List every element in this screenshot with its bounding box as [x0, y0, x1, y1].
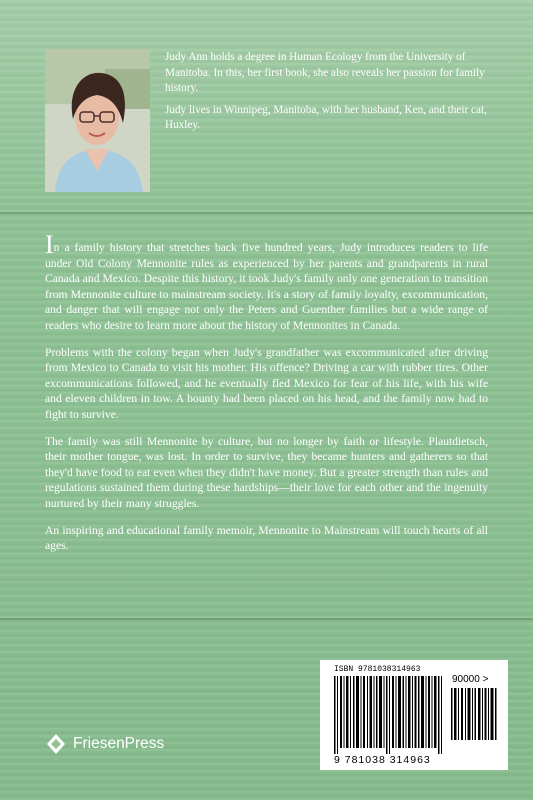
wood-plank-seam [0, 212, 533, 214]
isbn-label: ISBN 9781038314963 [334, 665, 421, 674]
author-bio [165, 50, 490, 140]
author-bio-paragraph: Judy Ann holds a degree in Human Ecology from the University of Manitoba. In this, her first book, she also reveals her passion for family history. [165, 51, 485, 94]
blurb-paragraph: In a family history that stretches back five hundred years, Judy introduces readers to life under Old Colony Mennonite rules as experienced by her parents and grandparents in rural Canada and Mexico. Despite this history, it took Judy's family only one generation to transition from Mennonite culture to mainstream society. It's a story of family loyalty, excommunication, and danger that will engage not only the Peters and Guenther families but a wide range of readers who desire to learn more about the history of Mennonites in Canada. [45, 230, 488, 332]
blurb-paragraph: An inspiring and educational family memoir, Mennonite to Mainstream will touch hearts of all ages. [45, 523, 488, 553]
author-bio-paragraph: Judy lives in Winnipeg, Manitoba, with her husband, Ken, and their cat, Huxley. [165, 103, 487, 131]
friesenpress-logo-icon [45, 732, 67, 756]
blurb-paragraph: The family was still Mennonite by culture, but no longer by faith or lifestyle. Plautdietsch, their mother tongue, was lost. In order to survive, they became hunters and gatherers so that they'd have food to eat even when they didn't have money. But a greater strength than rules and regulations sustained them during these hardships—their love for each other and the ingenuity nurtured by their many struggles. [45, 434, 488, 510]
publisher-name: FriesenPress [73, 735, 165, 752]
price-code: 90000 > [452, 674, 489, 685]
barcode-bars [332, 676, 444, 754]
isbn-barcode [320, 660, 508, 770]
publisher-logo [45, 730, 164, 758]
wood-plank-seam [0, 618, 533, 620]
isbn-digits: 9 781038 314963 [334, 754, 431, 766]
book-blurb [45, 230, 488, 565]
blurb-paragraph: Problems with the colony began when Judy's grandfather was excommunicated after driving from Mexico to Canada to visit his mother. His offence? Driving a car with rubber tires. Other excommunications followed, and he eventually fled Mexico for fear of his life, with his wife and eleven children in tow. A bounty had been placed on his head, and the family now had to fight to survive. [45, 345, 488, 421]
addon-barcode-bars [450, 688, 498, 740]
author-photo [45, 49, 150, 192]
drop-cap: I [45, 230, 54, 259]
